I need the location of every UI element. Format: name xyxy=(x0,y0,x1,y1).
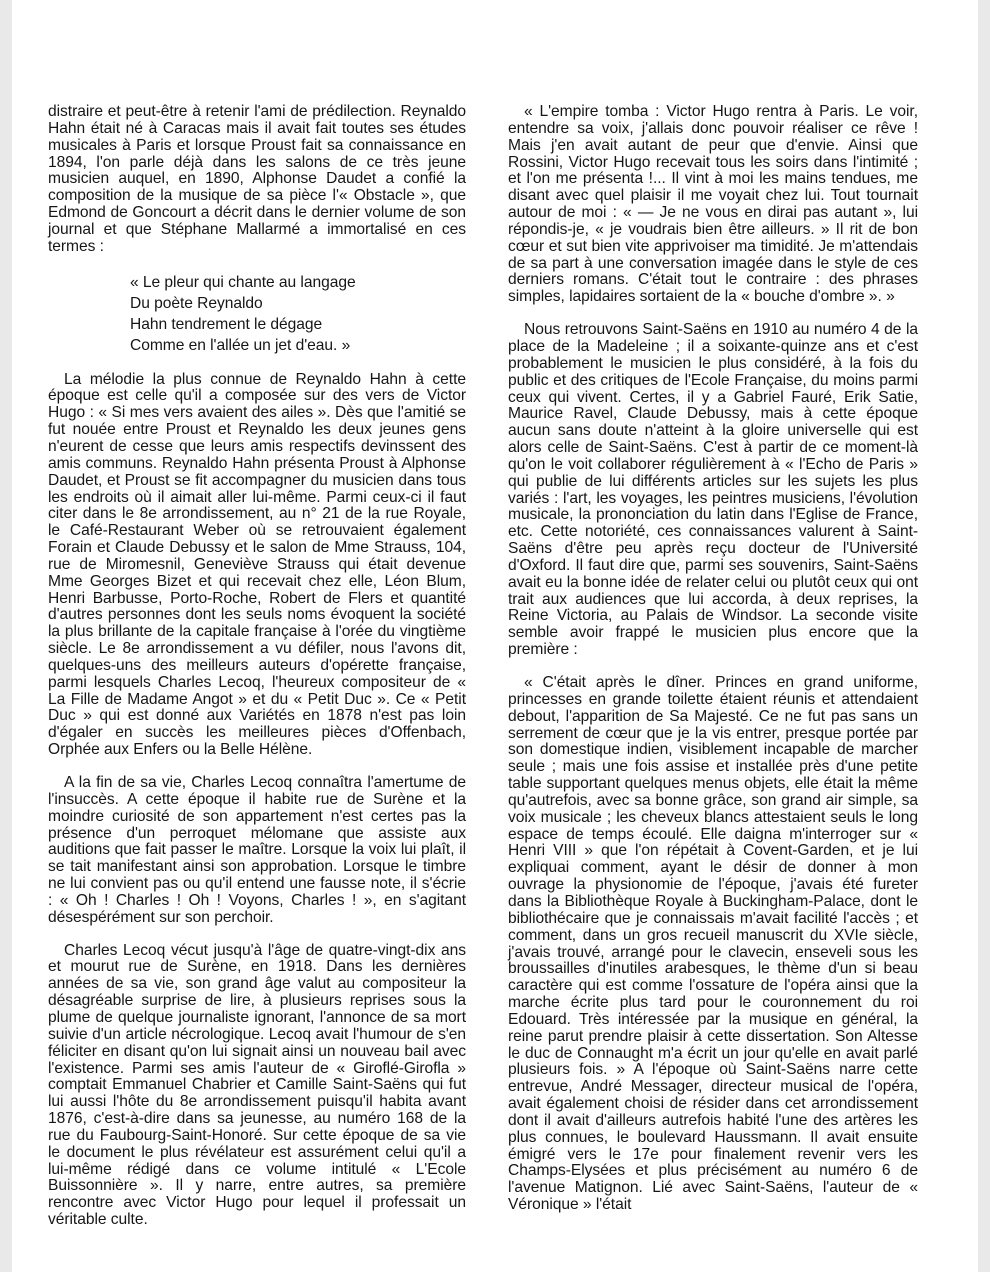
verse-line: Du poète Reynaldo xyxy=(130,294,263,312)
right-paragraph-1: « L'empire tomba : Victor Hugo rentra à Paris. Le voir, entendre sa voix, j'allais donc pouvoir réaliser ce rêve ! Mais j'en avait autant de peur que d'envie. Ainsi que Rossini, Victor Hugo recevait tous les soirs dans l'intimité ; et l'on me présenta !... Il vint à moi les mains tendues, me disant avec quel plaisir il me voyait chez lui. Tout tournait autour de moi : « — Je ne vous en dirai pas autant », lui répondis-je, « je voudrais bien être ailleurs. » Il rit de bon cœur et sut bien vite apprivoiser ma timidité. Je m'attendais de sa part à une conversation imagée dans le style de ces derniers romans. C'était tout le contraire : des phrases simples, lapidaires sortaient de la « bouche d'ombre ». » xyxy=(508,103,918,306)
mallarme-quatrain xyxy=(130,272,466,356)
right-scan-edge xyxy=(978,0,990,1272)
right-paragraph-2: Nous retrouvons Saint-Saëns en 1910 au numéro 4 de la place de la Madeleine ; il a soixante-quinze ans et c'est probablement le musicien le plus considéré, à la fois du public et des critiques de l'Ecole Française, du moins parmi ceux qui vivent. Certes, il y a Gabriel Fauré, Erik Satie, Maurice Ravel, Claude Debussy, mais à cette époque aucun sans doute n'atteint à la gloire universelle qui est alors celle de Saint-Saëns. C'est à partir de ce moment-là qu'on le voit collaborer régulièrement à « l'Echo de Paris » qui publie de lui différents articles sur les sujets les plus variés : l'art, les voyages, les peintres musiciens, l'évolution musicale, la prononciation du latin dans l'Eglise de France, etc. Cette notoriété, ces connaissances valurent à Saint-Saëns d'être peu après reçu docteur de l'Université d'Oxford. Il faut dire que, parmi ses souvenirs, Saint-Saëns avait eu la bonne idée de relater celui ou plutôt ceux qui ont trait aux audiences que lui accorda, à deux reprises, la Reine Victoria, au Palais de Windsor. La seconde visite semble avoir frappé le musicien plus encore que la première : xyxy=(508,321,918,659)
right-column xyxy=(508,104,918,1230)
verse-line: « Le pleur qui chante au langage xyxy=(130,273,356,291)
left-paragraph-3: A la fin de sa vie, Charles Lecoq connaîtra l'amertume de l'insuccès. A cette époque il habite rue de Surène et la moindre curiosité de son appartement n'est certes pas la présence d'un perroquet mélomane que assiste aux auditions que fait passer le maître. Lorsque la voix lui plaît, il se tait manifestant ainsi son approbation. Lorsque le timbre ne lui convient pas ou qu'il entend une fausse note, il s'écrie : « Oh ! Charles ! Oh ! Voyons, Charles ! », en s'agitant désespérément sur son perchoir. xyxy=(48,774,466,926)
left-paragraph-4: Charles Lecoq vécut jusqu'à l'âge de quatre-vingt-dix ans et mourut rue de Surène, en 1918. Dans les dernières années de sa vie, son grand âge valut au compositeur la désagréable surprise de lire, à plusieurs reprises sous la plume de quelque journaliste ignorant, l'annonce de sa mort suivie d'un article nécrologique. Lecoq avait l'humour de s'en féliciter en disant qu'on lui signait ainsi un nouveau bail avec l'existence. Parmi ses amis l'auteur de « Giroflé-Girofla » comptait Emmanuel Chabrier et Camille Saint-Saëns qui fut lui aussi l'hôte du 8e arrondissement puisqu'il habita avant 1876, c'est-à-dire dans sa jeunesse, au numéro 168 de la rue du Faubourg-Saint-Honoré. Sur cette époque de sa vie le document le plus révélateur est assurément celui qu'il a lui-même rédigé dans ce volume intitulé « L'Ecole Buissonnière ». Il y narre, entre autres, sa première rencontre avec Victor Hugo pour lequel il professait un véritable culte. xyxy=(48,941,466,1229)
left-paragraph-2: La mélodie la plus connue de Reynaldo Hahn à cette époque est celle qu'il a composée sur des vers de Victor Hugo : « Si mes vers avaient des ailes ». Dès que l'amitié se fut nouée entre Proust et Reynaldo les deux jeunes gens n'eurent de cesse que leurs amis respectifs devinssent des amis communs. Reynaldo Hahn présenta Proust à Alphonse Daudet, et Proust se fit accompagner du musicien dans tous les endroits où il aimait aller lui-même. Parmi ceux-ci il faut citer dans le 8e arrondissement, au n° 21 de la rue Royale, le Café-Restaurant Weber où se retrouvaient également Forain et Claude Debussy et le salon de Mme Strauss, 104, rue de Miromesnil, Geneviève Strauss qui était devenue Mme Georges Bizet et qui recevait chez elle, Léon Blum, Henri Barbusse, Porto-Roche, Robert de Flers et quantité d'autres personnes dont les seuls noms évoquent la société la plus brillante de la capitale française à l'orée du vingtième siècle. Le 8e arrondissement a vu défiler, nous l'avons dit, quelques-uns des meilleurs auteurs d'opérette française, parmi lesquels Charles Lecoq, l'heureux compositeur de « La Fille de Madame Angot » et du « Petit Duc ». Ce « Petit Duc » qui est donné aux Variétés en 1878 n'est pas loin d'égaler en succès les meilleures pièces d'Offenbach, Orphée aux Enfers ou la Belle Hélène. xyxy=(48,370,466,759)
left-column xyxy=(48,104,466,1245)
verse-line: Hahn tendrement le dégage xyxy=(130,315,323,333)
left-scan-edge xyxy=(0,0,12,1272)
verse-line: Comme en l'allée un jet d'eau. » xyxy=(130,336,351,354)
right-paragraph-3: « C'était après le dîner. Princes en grand uniforme, princesses en grande toilette étaient réunis et attendaient debout, l'apparition de Sa Majesté. Ce ne fut pas sans un serrement de cœur que je la vis entrer, presque portée par son domestique indien, visiblement incapable de marcher seule ; mais une fois assise et installée près d'une petite table supportant quelques menus objets, elle était la même qu'autrefois, avec sa bonne grâce, son grand air simple, sa voix musicale ; les cheveux blancs attestaient seuls le long espace de temps écoulé. Elle daigna m'interroger sur « Henri VIII » que l'on répétait à Covent-Garden, et je lui expliquai comment, ayant le désir de donner à mon ouvrage la physionomie de l'époque, j'avais été fureter dans la Bibliothèque Royale à Buckingham-Palace, dont le bibliothécaire que je connaissais m'avait facilité l'accès ; et comment, dans un gros recueil manuscrit du XVIe siècle, j'avais trouvé, arrangé pour le clavecin, enseveli sous les broussailles d'inutiles arabesques, le thème d'un si beau caractère qui est comme l'ossature de l'opéra ainsi que la marche écrite plus tard pour le couronnement du roi Edouard. Très intéressée par la musique en général, la reine parut prendre plaisir à cette dissertation. Son Altesse le duc de Connaught m'a écrit un jour qu'elle en avait parlé plusieurs fois. » A l'époque où Saint-Saëns narre cette entrevue, André Messager, directeur musical de l'opéra, avait également choisi de résider dans cet arrondissement dont il avait d'ailleurs autrefois habité l'une des artères les plus connues, le boulevard Haussmann. Il avait ensuite émigré vers le 17e pour finalement revenir vers les Champs-Elysées et plus précisément au numéro 6 de l'avenue Matignon. Lié avec Saint-Saëns, l'auteur de « Véronique » l'était xyxy=(508,674,918,1214)
left-paragraph-1: distraire et peut-être à retenir l'ami de prédilection. Reynaldo Hahn était né à Caracas mais il avait fait toutes ses études musicales à Paris et lorsque Proust fait sa connaissance en 1894, l'on parle déjà dans les salons de ce très jeune musicien auquel, en 1890, Alphonse Daudet a confié la composition de la musique de sa pièce l'« Obstacle », que Edmond de Goncourt a décrit dans le dernier volume de son journal et que Stéphane Mallarmé a immortalisé en ces termes : xyxy=(48,103,466,255)
